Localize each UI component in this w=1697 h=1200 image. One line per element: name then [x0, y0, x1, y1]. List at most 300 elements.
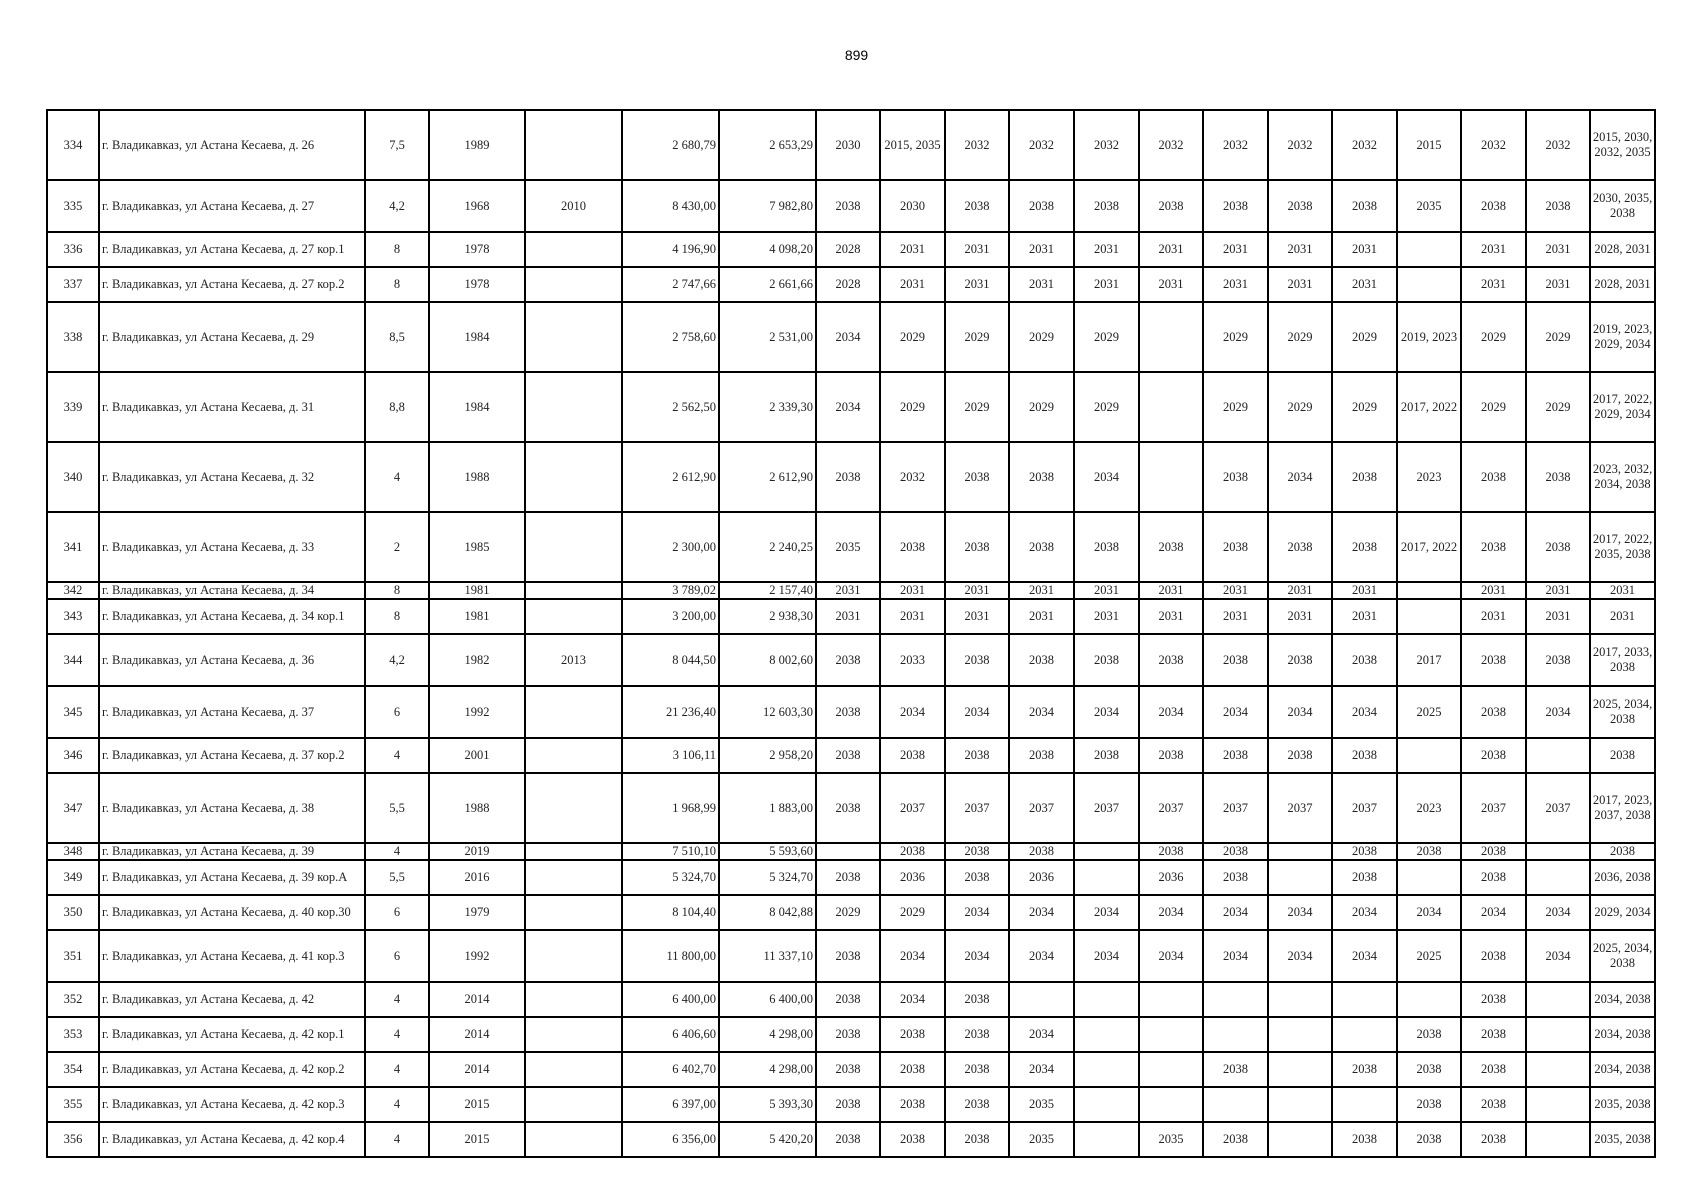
- repair-year-cell: 2038: [880, 843, 945, 860]
- living-area-cell: 2 240,25: [719, 512, 816, 582]
- repair-year-cell: 2017, 2022: [1397, 372, 1461, 442]
- year-built-cell: 2014: [429, 1052, 525, 1087]
- address-cell: г. Владикавказ, ул Астана Кесаева, д. 42 кор.2: [99, 1052, 365, 1087]
- row-number-cell: 337: [47, 267, 99, 302]
- repair-year-cell: [1268, 843, 1332, 860]
- reconstruction-year-cell: [525, 895, 622, 930]
- repair-year-cell: 2038: [1590, 843, 1655, 860]
- repair-year-cell: [1074, 1017, 1139, 1052]
- repair-year-cell: 2029: [816, 895, 880, 930]
- repair-year-cell: 2017: [1397, 634, 1461, 686]
- repair-year-cell: 2031: [945, 267, 1009, 302]
- repair-year-cell: 2028: [816, 232, 880, 267]
- address-cell: г. Владикавказ, ул Астана Кесаева, д. 34 кор.1: [99, 599, 365, 634]
- repair-year-cell: 2038: [816, 634, 880, 686]
- repair-year-cell: 2032: [1461, 110, 1526, 180]
- repair-year-cell: 2038: [1139, 180, 1203, 232]
- total-area-cell: 2 562,50: [622, 372, 719, 442]
- repair-year-cell: 2031: [880, 599, 945, 634]
- living-area-cell: 2 938,30: [719, 599, 816, 634]
- repair-year-cell: 2038: [880, 512, 945, 582]
- year-built-cell: 1981: [429, 599, 525, 634]
- repair-year-cell: 2015: [1397, 110, 1461, 180]
- living-area-cell: 6 400,00: [719, 982, 816, 1017]
- repair-year-cell: 2038: [1268, 512, 1332, 582]
- repair-year-cell: 2034: [880, 930, 945, 982]
- table-row: [47, 930, 1655, 982]
- total-area-cell: 6 402,70: [622, 1052, 719, 1087]
- repair-year-cell: 2038: [1461, 982, 1526, 1017]
- value-cell: 4,2: [365, 180, 429, 232]
- living-area-cell: 8 002,60: [719, 634, 816, 686]
- living-area-cell: 5 393,30: [719, 1087, 816, 1122]
- total-area-cell: 3 200,00: [622, 599, 719, 634]
- row-number-cell: 351: [47, 930, 99, 982]
- repair-year-cell: 2031: [1526, 582, 1590, 599]
- address-cell: г. Владикавказ, ул Астана Кесаева, д. 27: [99, 180, 365, 232]
- reconstruction-year-cell: [525, 512, 622, 582]
- repair-year-cell: 2037: [1461, 773, 1526, 843]
- year-built-cell: 1988: [429, 442, 525, 512]
- repair-year-cell: [1268, 1122, 1332, 1157]
- repair-year-cell: 2038: [1009, 512, 1074, 582]
- repair-year-cell: 2038: [1268, 180, 1332, 232]
- repair-year-cell: 2034: [1139, 686, 1203, 738]
- repair-year-cell: 2038: [1203, 843, 1268, 860]
- year-built-cell: 2015: [429, 1122, 525, 1157]
- repair-year-cell: [1139, 982, 1203, 1017]
- row-number-cell: 336: [47, 232, 99, 267]
- living-area-cell: 4 098,20: [719, 232, 816, 267]
- repair-year-cell: 2038: [1139, 634, 1203, 686]
- repair-year-cell: 2031: [945, 232, 1009, 267]
- repair-year-cell: 2025, 2034, 2038: [1590, 930, 1655, 982]
- year-built-cell: 2001: [429, 738, 525, 773]
- value-cell: 2: [365, 512, 429, 582]
- value-cell: 5,5: [365, 860, 429, 895]
- repair-year-cell: 2038: [1461, 1017, 1526, 1052]
- table-row: [47, 738, 1655, 773]
- repair-year-cell: 2038: [816, 738, 880, 773]
- repair-year-cell: 2038: [816, 1087, 880, 1122]
- repair-year-cell: 2038: [880, 1087, 945, 1122]
- repair-year-cell: 2029: [1332, 372, 1397, 442]
- repair-year-cell: [1268, 1017, 1332, 1052]
- table-row: [47, 110, 1655, 180]
- repair-year-cell: 2031: [1461, 599, 1526, 634]
- reconstruction-year-cell: [525, 372, 622, 442]
- total-area-cell: 2 747,66: [622, 267, 719, 302]
- repair-year-cell: 2031: [1139, 582, 1203, 599]
- total-area-cell: 3 789,02: [622, 582, 719, 599]
- repair-year-cell: 2038: [1139, 738, 1203, 773]
- repair-year-cell: 2029: [880, 372, 945, 442]
- repair-year-cell: 2035: [1009, 1122, 1074, 1157]
- reconstruction-year-cell: [525, 232, 622, 267]
- total-area-cell: 8 044,50: [622, 634, 719, 686]
- table-row: [47, 1017, 1655, 1052]
- living-area-cell: 2 661,66: [719, 267, 816, 302]
- living-area-cell: 11 337,10: [719, 930, 816, 982]
- address-cell: г. Владикавказ, ул Астана Кесаева, д. 29: [99, 302, 365, 372]
- repair-year-cell: 2038: [1397, 1087, 1461, 1122]
- repair-year-cell: 2031: [1074, 582, 1139, 599]
- repair-year-cell: 2028, 2031: [1590, 232, 1655, 267]
- repair-year-cell: 2029: [1074, 302, 1139, 372]
- repair-year-cell: 2038: [816, 773, 880, 843]
- repair-year-cell: 2034: [1009, 686, 1074, 738]
- repair-year-cell: [1139, 1052, 1203, 1087]
- repair-year-cell: 2034: [1009, 930, 1074, 982]
- repair-year-cell: 2023: [1397, 442, 1461, 512]
- repair-year-cell: 2031: [1461, 582, 1526, 599]
- repair-year-cell: 2034: [1139, 895, 1203, 930]
- table-row: [47, 895, 1655, 930]
- value-cell: 5,5: [365, 773, 429, 843]
- value-cell: 8,5: [365, 302, 429, 372]
- row-number-cell: 353: [47, 1017, 99, 1052]
- repair-year-cell: 2038: [945, 1122, 1009, 1157]
- address-cell: г. Владикавказ, ул Астана Кесаева, д. 26: [99, 110, 365, 180]
- living-area-cell: 8 042,88: [719, 895, 816, 930]
- total-area-cell: 8 430,00: [622, 180, 719, 232]
- repair-year-cell: 2038: [1461, 1087, 1526, 1122]
- repair-year-cell: 2031: [1332, 599, 1397, 634]
- total-area-cell: 2 680,79: [622, 110, 719, 180]
- year-built-cell: 1981: [429, 582, 525, 599]
- repair-year-cell: 2035, 2038: [1590, 1122, 1655, 1157]
- repair-year-cell: 2025, 2034, 2038: [1590, 686, 1655, 738]
- address-cell: г. Владикавказ, ул Астана Кесаева, д. 42 кор.1: [99, 1017, 365, 1052]
- repair-year-cell: 2031: [1203, 582, 1268, 599]
- repair-year-cell: 2017, 2033, 2038: [1590, 634, 1655, 686]
- repair-year-cell: [1526, 1052, 1590, 1087]
- repair-year-cell: [1074, 1122, 1139, 1157]
- repair-year-cell: 2034, 2038: [1590, 1052, 1655, 1087]
- repair-year-cell: 2037: [1203, 773, 1268, 843]
- address-cell: г. Владикавказ, ул Астана Кесаева, д. 27 кор.2: [99, 267, 365, 302]
- page-number: 899: [844, 47, 869, 63]
- table-row: [47, 1052, 1655, 1087]
- repair-year-cell: 2038: [1074, 512, 1139, 582]
- address-cell: г. Владикавказ, ул Астана Кесаева, д. 32: [99, 442, 365, 512]
- repair-year-cell: 2031: [1139, 232, 1203, 267]
- row-number-cell: 355: [47, 1087, 99, 1122]
- repair-year-cell: 2029: [880, 302, 945, 372]
- year-built-cell: 1978: [429, 267, 525, 302]
- repair-year-cell: 2038: [1332, 738, 1397, 773]
- repair-year-cell: 2034: [880, 686, 945, 738]
- repair-year-cell: 2037: [1268, 773, 1332, 843]
- reconstruction-year-cell: [525, 582, 622, 599]
- repair-year-cell: 2028: [816, 267, 880, 302]
- repair-year-cell: 2031: [1203, 232, 1268, 267]
- repair-year-cell: 2031: [880, 267, 945, 302]
- repair-year-cell: 2032: [1074, 110, 1139, 180]
- living-area-cell: 5 593,60: [719, 843, 816, 860]
- repair-year-cell: 2037: [1139, 773, 1203, 843]
- year-built-cell: 1992: [429, 930, 525, 982]
- table-row: [47, 442, 1655, 512]
- total-area-cell: 21 236,40: [622, 686, 719, 738]
- repair-year-cell: 2034: [1332, 895, 1397, 930]
- repair-year-cell: 2030, 2035, 2038: [1590, 180, 1655, 232]
- living-area-cell: 5 420,20: [719, 1122, 816, 1157]
- repair-year-cell: 2030: [816, 110, 880, 180]
- repair-year-cell: 2034: [1268, 930, 1332, 982]
- reconstruction-year-cell: [525, 110, 622, 180]
- repair-year-cell: 2038: [1203, 180, 1268, 232]
- address-cell: г. Владикавказ, ул Астана Кесаева, д. 42 кор.4: [99, 1122, 365, 1157]
- repair-year-cell: 2038: [945, 982, 1009, 1017]
- repair-year-cell: 2038: [1461, 442, 1526, 512]
- repair-year-cell: 2038: [1332, 1122, 1397, 1157]
- row-number-cell: 335: [47, 180, 99, 232]
- repair-year-cell: 2038: [816, 1017, 880, 1052]
- value-cell: 4: [365, 1087, 429, 1122]
- repair-year-cell: 2034: [1268, 686, 1332, 738]
- address-cell: г. Владикавказ, ул Астана Кесаева, д. 34: [99, 582, 365, 599]
- repair-year-cell: 2029, 2034: [1590, 895, 1655, 930]
- repair-year-cell: 2031: [1074, 267, 1139, 302]
- table-row: [47, 860, 1655, 895]
- year-built-cell: 1988: [429, 773, 525, 843]
- repair-year-cell: [1397, 738, 1461, 773]
- repair-year-cell: 2038: [945, 634, 1009, 686]
- repair-year-cell: 2038: [1203, 1122, 1268, 1157]
- repair-year-cell: 2017, 2022: [1397, 512, 1461, 582]
- repair-year-cell: 2032: [945, 110, 1009, 180]
- repair-year-cell: 2038: [1461, 1122, 1526, 1157]
- repair-year-cell: 2029: [945, 372, 1009, 442]
- table-row: [47, 512, 1655, 582]
- value-cell: 6: [365, 930, 429, 982]
- table-row: [47, 232, 1655, 267]
- total-area-cell: 7 510,10: [622, 843, 719, 860]
- repair-year-cell: 2038: [1332, 860, 1397, 895]
- repair-year-cell: 2038: [945, 442, 1009, 512]
- total-area-cell: 1 968,99: [622, 773, 719, 843]
- repair-year-cell: 2031: [1461, 267, 1526, 302]
- repair-year-cell: 2031: [1009, 232, 1074, 267]
- repair-year-cell: 2038: [1397, 1122, 1461, 1157]
- reconstruction-year-cell: [525, 1122, 622, 1157]
- total-area-cell: 8 104,40: [622, 895, 719, 930]
- repair-year-cell: 2038: [1332, 843, 1397, 860]
- repair-year-cell: [1332, 1087, 1397, 1122]
- repair-year-cell: 2038: [1074, 738, 1139, 773]
- repair-year-cell: 2038: [1397, 1017, 1461, 1052]
- repair-year-cell: 2038: [1526, 442, 1590, 512]
- year-built-cell: 2014: [429, 982, 525, 1017]
- repair-year-cell: [1268, 982, 1332, 1017]
- repair-year-cell: [1397, 267, 1461, 302]
- address-cell: г. Владикавказ, ул Астана Кесаева, д. 31: [99, 372, 365, 442]
- repair-year-cell: [1397, 860, 1461, 895]
- total-area-cell: 6 397,00: [622, 1087, 719, 1122]
- repair-year-cell: [1397, 599, 1461, 634]
- repair-year-cell: 2034: [1332, 686, 1397, 738]
- repair-year-cell: 2035: [816, 512, 880, 582]
- year-built-cell: 1989: [429, 110, 525, 180]
- repair-year-cell: 2031: [1590, 582, 1655, 599]
- address-cell: г. Владикавказ, ул Астана Кесаева, д. 37: [99, 686, 365, 738]
- repair-year-cell: 2023: [1397, 773, 1461, 843]
- repair-year-cell: 2031: [1139, 267, 1203, 302]
- reconstruction-year-cell: 2013: [525, 634, 622, 686]
- repair-year-cell: 2034, 2038: [1590, 982, 1655, 1017]
- reconstruction-year-cell: [525, 1087, 622, 1122]
- year-built-cell: 2016: [429, 860, 525, 895]
- repair-year-cell: 2029: [1526, 302, 1590, 372]
- living-area-cell: 2 339,30: [719, 372, 816, 442]
- repair-year-cell: 2032: [1526, 110, 1590, 180]
- living-area-cell: 2 531,00: [719, 302, 816, 372]
- repair-year-cell: 2029: [1074, 372, 1139, 442]
- repair-year-cell: 2037: [1526, 773, 1590, 843]
- table-row: [47, 1122, 1655, 1157]
- repair-year-cell: 2038: [816, 1052, 880, 1087]
- value-cell: 8: [365, 599, 429, 634]
- repair-year-cell: 2034: [945, 930, 1009, 982]
- repair-year-cell: 2038: [1332, 634, 1397, 686]
- row-number-cell: 354: [47, 1052, 99, 1087]
- repair-year-cell: 2017, 2023, 2037, 2038: [1590, 773, 1655, 843]
- repair-year-cell: 2034: [1526, 895, 1590, 930]
- repair-year-cell: 2036: [1009, 860, 1074, 895]
- repair-year-cell: 2038: [1139, 512, 1203, 582]
- address-cell: г. Владикавказ, ул Астана Кесаева, д. 42 кор.3: [99, 1087, 365, 1122]
- repair-year-cell: [1074, 1087, 1139, 1122]
- repair-year-cell: 2037: [1332, 773, 1397, 843]
- repair-year-cell: [1203, 982, 1268, 1017]
- housing-register-table: [46, 109, 1656, 1158]
- repair-year-cell: [1332, 982, 1397, 1017]
- repair-year-cell: 2032: [1139, 110, 1203, 180]
- repair-year-cell: [1139, 1087, 1203, 1122]
- value-cell: 8: [365, 232, 429, 267]
- repair-year-cell: 2034: [1009, 1052, 1074, 1087]
- repair-year-cell: [1268, 1052, 1332, 1087]
- repair-year-cell: 2034: [1332, 930, 1397, 982]
- repair-year-cell: 2035: [1009, 1087, 1074, 1122]
- value-cell: 4: [365, 738, 429, 773]
- living-area-cell: 7 982,80: [719, 180, 816, 232]
- living-area-cell: 2 958,20: [719, 738, 816, 773]
- repair-year-cell: 2031: [1332, 232, 1397, 267]
- repair-year-cell: 2035: [1397, 180, 1461, 232]
- repair-year-cell: 2035, 2038: [1590, 1087, 1655, 1122]
- repair-year-cell: 2015, 2030, 2032, 2035: [1590, 110, 1655, 180]
- year-built-cell: 2014: [429, 1017, 525, 1052]
- repair-year-cell: [1526, 738, 1590, 773]
- year-built-cell: 1968: [429, 180, 525, 232]
- year-built-cell: 1985: [429, 512, 525, 582]
- repair-year-cell: 2034: [1203, 686, 1268, 738]
- repair-year-cell: 2038: [1461, 634, 1526, 686]
- repair-year-cell: 2031: [816, 599, 880, 634]
- row-number-cell: 346: [47, 738, 99, 773]
- reconstruction-year-cell: [525, 442, 622, 512]
- year-built-cell: 1979: [429, 895, 525, 930]
- repair-year-cell: 2034: [1397, 895, 1461, 930]
- row-number-cell: 341: [47, 512, 99, 582]
- repair-year-cell: 2038: [880, 1052, 945, 1087]
- repair-year-cell: 2031: [880, 582, 945, 599]
- repair-year-cell: 2034: [1074, 895, 1139, 930]
- repair-year-cell: 2038: [1590, 738, 1655, 773]
- repair-year-cell: 2034: [945, 895, 1009, 930]
- living-area-cell: 2 612,90: [719, 442, 816, 512]
- repair-year-cell: 2017, 2022, 2035, 2038: [1590, 512, 1655, 582]
- repair-year-cell: 2031: [880, 232, 945, 267]
- repair-year-cell: 2038: [1332, 512, 1397, 582]
- reconstruction-year-cell: [525, 686, 622, 738]
- total-area-cell: 2 612,90: [622, 442, 719, 512]
- address-cell: г. Владикавказ, ул Астана Кесаева, д. 37 кор.2: [99, 738, 365, 773]
- repair-year-cell: 2036: [1139, 860, 1203, 895]
- repair-year-cell: [1397, 232, 1461, 267]
- repair-year-cell: 2034: [1074, 686, 1139, 738]
- repair-year-cell: 2037: [945, 773, 1009, 843]
- repair-year-cell: 2038: [1009, 634, 1074, 686]
- repair-year-cell: 2031: [1526, 599, 1590, 634]
- repair-year-cell: [1074, 982, 1139, 1017]
- table-row: [47, 267, 1655, 302]
- repair-year-cell: 2031: [1203, 267, 1268, 302]
- repair-year-cell: 2031: [1268, 232, 1332, 267]
- value-cell: 7,5: [365, 110, 429, 180]
- row-number-cell: 349: [47, 860, 99, 895]
- repair-year-cell: 2029: [1461, 302, 1526, 372]
- repair-year-cell: 2031: [1074, 599, 1139, 634]
- repair-year-cell: 2038: [1203, 1052, 1268, 1087]
- reconstruction-year-cell: [525, 1017, 622, 1052]
- total-area-cell: 5 324,70: [622, 860, 719, 895]
- value-cell: 6: [365, 686, 429, 738]
- repair-year-cell: 2029: [1461, 372, 1526, 442]
- repair-year-cell: 2032: [1332, 110, 1397, 180]
- repair-year-cell: 2029: [1203, 302, 1268, 372]
- repair-year-cell: 2038: [1009, 843, 1074, 860]
- year-built-cell: 1984: [429, 302, 525, 372]
- row-number-cell: 343: [47, 599, 99, 634]
- repair-year-cell: 2031: [816, 582, 880, 599]
- repair-year-cell: 2038: [1461, 860, 1526, 895]
- table-row: [47, 1087, 1655, 1122]
- repair-year-cell: 2030: [880, 180, 945, 232]
- repair-year-cell: 2038: [945, 1052, 1009, 1087]
- repair-year-cell: 2031: [1461, 232, 1526, 267]
- repair-year-cell: 2031: [1009, 267, 1074, 302]
- repair-year-cell: 2034: [816, 302, 880, 372]
- repair-year-cell: [1074, 843, 1139, 860]
- repair-year-cell: 2038: [1461, 180, 1526, 232]
- address-cell: г. Владикавказ, ул Астана Кесаева, д. 27 кор.1: [99, 232, 365, 267]
- repair-year-cell: 2038: [1009, 738, 1074, 773]
- row-number-cell: 345: [47, 686, 99, 738]
- repair-year-cell: 2034: [945, 686, 1009, 738]
- address-cell: г. Владикавказ, ул Астана Кесаева, д. 33: [99, 512, 365, 582]
- repair-year-cell: 2029: [1203, 372, 1268, 442]
- repair-year-cell: 2038: [816, 180, 880, 232]
- repair-year-cell: 2038: [945, 1087, 1009, 1122]
- repair-year-cell: 2032: [1203, 110, 1268, 180]
- reconstruction-year-cell: [525, 930, 622, 982]
- repair-year-cell: 2038: [1203, 512, 1268, 582]
- repair-year-cell: 2034: [1139, 930, 1203, 982]
- repair-year-cell: 2031: [1139, 599, 1203, 634]
